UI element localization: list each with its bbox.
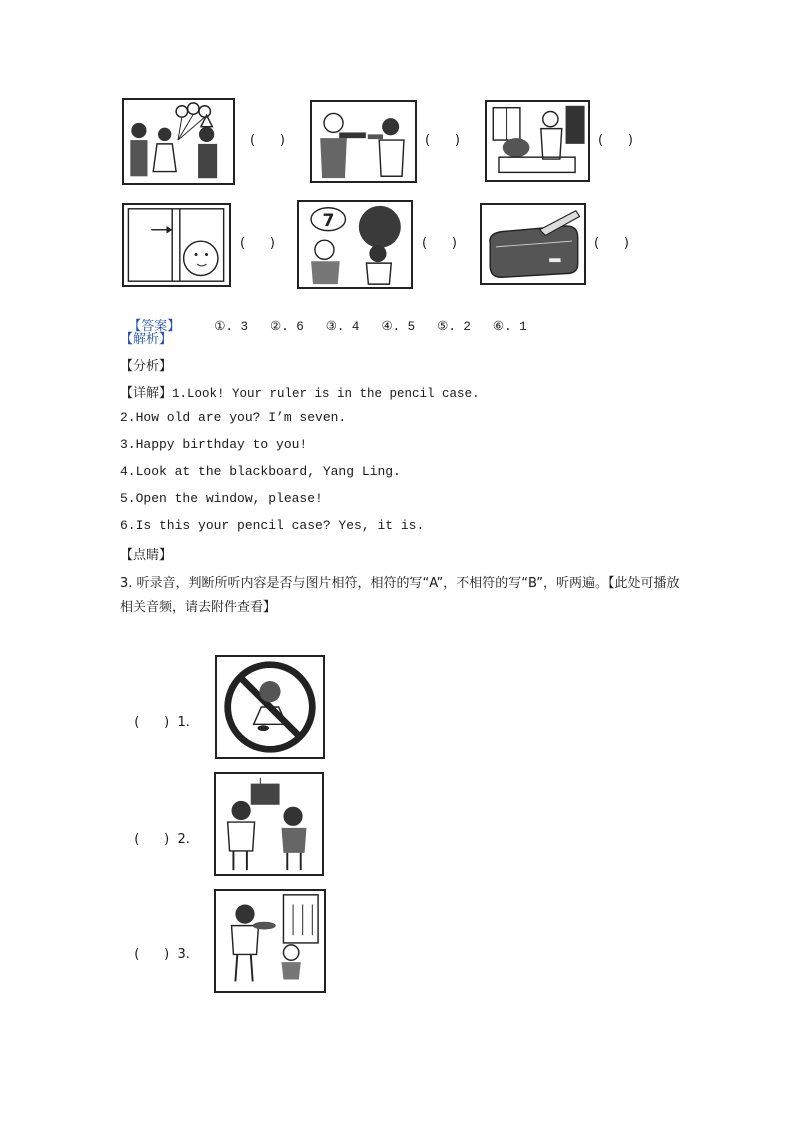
picture-pencil-case (480, 203, 586, 285)
picture-two-children-talking (214, 772, 324, 876)
answer-item-2: ②. 6 (270, 320, 304, 334)
dianjing-label: 【点睛】 (120, 548, 173, 563)
section3-instruction: 3. 听录音，判断所听内容是否与图片相符，相符的写“A”，不相符的写“B”，听两遍。【此处可播放相关音频，请去附件查看】 (120, 576, 680, 615)
question-blank-3[interactable]: ( ) (134, 947, 170, 962)
question-number-1: 1. (177, 715, 190, 730)
answer-item-4: ④. 5 (381, 320, 416, 334)
jiexi-label: 【解析】 (120, 332, 173, 347)
picture-open-window (122, 203, 231, 287)
two-children-talking-illustration (216, 774, 322, 874)
analysis-line-3: 3.Happy birthday to you! (120, 437, 308, 452)
answer-blank-2[interactable]: ( ) (425, 133, 460, 148)
analysis-line-4: 4.Look at the blackboard, Yang Ling. (120, 464, 401, 479)
bubble-number: 7 (322, 210, 335, 231)
analysis-line-2: 2.How old are you? I’m seven. (120, 410, 347, 425)
ruler-gift-illustration (312, 102, 415, 181)
picture-ruler-gift (310, 100, 417, 183)
analysis-line-6: 6.Is this your pencil case? Yes, it is. (120, 518, 425, 533)
how-old-illustration (299, 202, 411, 287)
analysis-line-1 (120, 382, 480, 401)
question-row-1 (126, 700, 190, 730)
question-row-3 (126, 932, 190, 962)
pencil-case-illustration (482, 205, 584, 283)
analysis-line-5: 5.Open the window, please! (120, 491, 323, 506)
open-window-illustration (124, 205, 229, 285)
picture-birthday-party (122, 98, 235, 185)
picture-sharing-food (214, 889, 326, 993)
question-number-3: 3. (177, 947, 190, 962)
answer-item-6: ⑥. 1 (492, 320, 527, 334)
answer-blank-3[interactable]: ( ) (598, 133, 633, 148)
question-number-2: 2. (177, 832, 190, 847)
analysis-text-1: 1.Look! Your ruler is in the pencil case. (172, 387, 480, 401)
picture-no-eating-sign (215, 655, 325, 759)
fenxi-label: 【分析】 (120, 359, 173, 374)
answer-item-5: ⑤. 2 (437, 320, 471, 334)
question-blank-2[interactable]: ( ) (134, 832, 170, 847)
question-blank-1[interactable]: ( ) (134, 715, 170, 730)
no-eating-sign-illustration (217, 657, 323, 757)
answer-item-3: ③. 4 (325, 320, 360, 334)
xiangjie-label: 【详解】 (120, 386, 173, 401)
answer-label: 【答案】 (128, 319, 181, 334)
answer-blank-5[interactable]: ( ) (422, 236, 457, 251)
answer-blank-4[interactable]: ( ) (240, 236, 275, 251)
answer-line (120, 300, 527, 334)
birthday-party-illustration (124, 100, 233, 183)
answer-blank-6[interactable]: ( ) (594, 236, 629, 251)
picture-how-old (297, 200, 413, 289)
blackboard-illustration (487, 102, 588, 180)
answer-item-1: ①. 3 (214, 320, 248, 334)
question-row-2 (126, 817, 190, 847)
picture-blackboard (485, 100, 590, 182)
sharing-food-illustration (216, 891, 324, 991)
answer-blank-1[interactable]: ( ) (250, 133, 285, 148)
